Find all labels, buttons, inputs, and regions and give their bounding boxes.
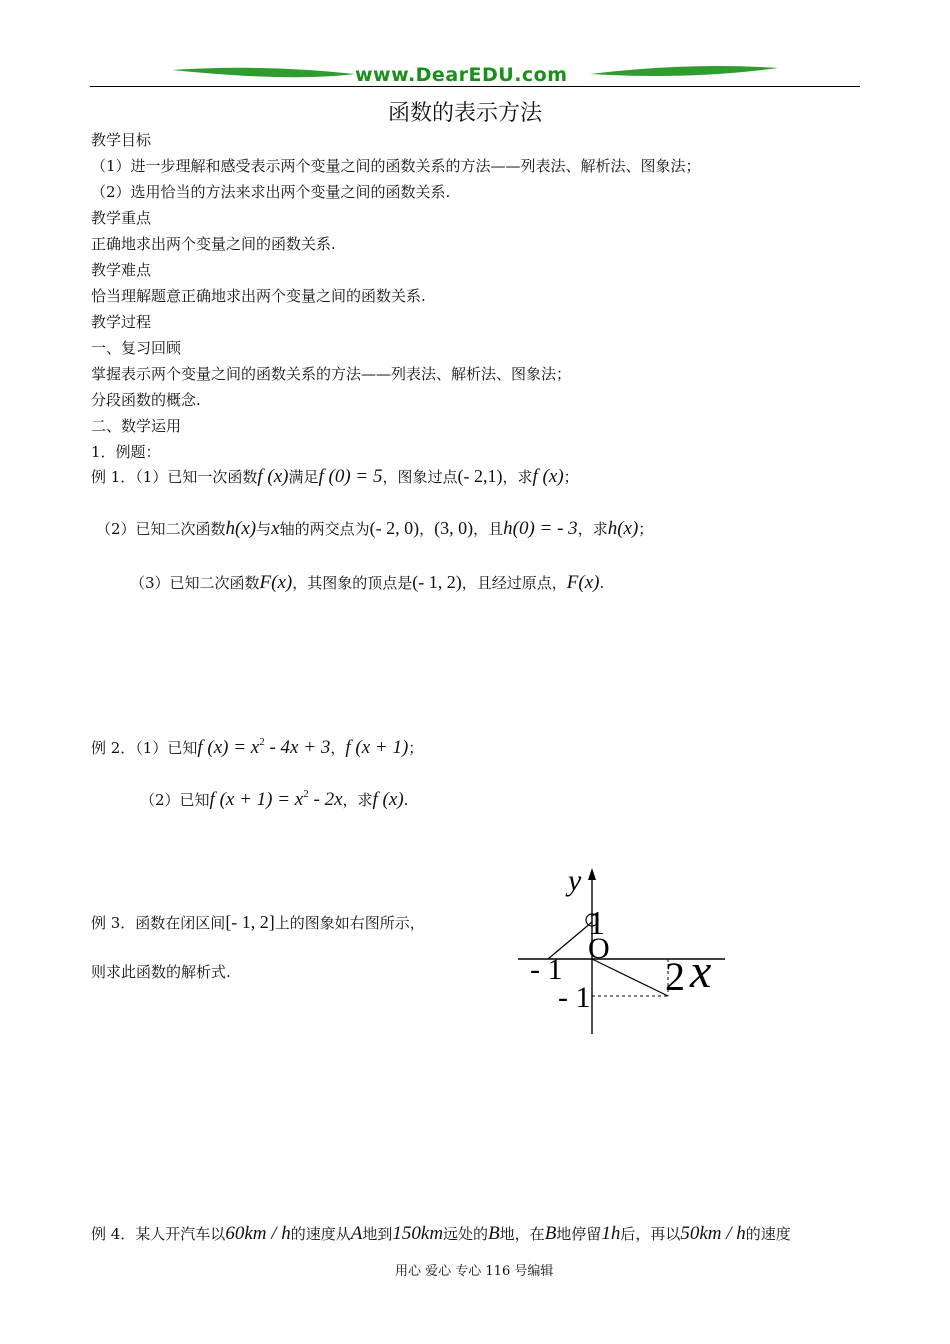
- text-segment: 的速度: [745, 1225, 791, 1243]
- text-segment: ，: [419, 520, 435, 538]
- tick-label-one: 1: [588, 905, 605, 942]
- math-expression: A: [350, 1223, 363, 1244]
- x-axis-label: x: [690, 945, 712, 998]
- text-segment: ，且经过原点，: [461, 574, 567, 592]
- origin-label: O: [588, 932, 610, 965]
- math-expression: f (x): [372, 789, 404, 810]
- math-expression: B: [488, 1223, 500, 1244]
- text-segment: 例 1．（1）已知一次函数: [91, 468, 258, 486]
- math-segment: - 4x + 3: [264, 737, 331, 758]
- text-segment: ，: [330, 739, 346, 757]
- math-expression: 1h: [601, 1223, 621, 1244]
- site-logo-text: www.DearEDU.com: [355, 64, 568, 86]
- math-expression: f (x): [532, 466, 564, 487]
- text-segment: 上的图象如右图所示，: [274, 914, 425, 932]
- text-segment: 地，在: [499, 1225, 545, 1243]
- math-expression: h(x): [607, 518, 639, 539]
- review-item-1: 掌握表示两个变量之间的函数关系的方法——列表法、解析法、图象法；: [91, 365, 572, 383]
- text-segment: .: [599, 574, 605, 592]
- math-expression: h(0) = - 3: [503, 518, 578, 539]
- text-segment: ，且: [473, 520, 504, 538]
- text-segment: 后，再以: [620, 1225, 681, 1243]
- text-segment: ，其图象的顶点是: [292, 574, 413, 592]
- exponent: 2: [259, 736, 265, 748]
- text-segment: ，求: [342, 791, 373, 809]
- header-rule: [90, 86, 860, 87]
- math-expression: F(x): [259, 572, 293, 593]
- math-segment: f (x + 1) = x: [209, 789, 304, 810]
- difficulty-text: 恰当理解题意正确地求出两个变量之间的函数关系.: [91, 287, 426, 305]
- math-expression: f (x + 1): [345, 737, 409, 758]
- y-axis-label: y: [568, 864, 582, 897]
- text-segment: ，求: [577, 520, 608, 538]
- math-expression: F(x): [566, 572, 600, 593]
- math-expression: f (x): [257, 466, 289, 487]
- tick-label-two: 2: [665, 954, 685, 999]
- example-4-line: [91, 1224, 791, 1244]
- math-expression: [- 1, 2]: [225, 912, 275, 932]
- tick-label-neg-one-y: - 1: [558, 981, 591, 1014]
- math-expression: (3, 0): [434, 518, 474, 538]
- math-expression: (- 2, 0): [369, 518, 420, 538]
- example-1-part-1: [91, 466, 579, 487]
- text-segment: .: [403, 791, 409, 809]
- tick-label-neg-one-x: - 1: [530, 953, 563, 986]
- example-1-part-3: [130, 572, 604, 593]
- key-heading: 教学重点: [91, 209, 152, 227]
- example-3-line-2: 则求此函数的解析式.: [91, 963, 231, 981]
- goal-item-1: （1）进一步理解和感受表示两个变量之间的函数关系的方法——列表法、解析法、图象法；: [91, 157, 701, 175]
- text-segment: 例 3．函数在闭区间: [91, 914, 226, 932]
- math-expression: f (0) = 5: [318, 466, 383, 487]
- example-2-part-1: [91, 732, 423, 758]
- example-1-part-2: [96, 518, 653, 539]
- math-expression: [210, 789, 343, 810]
- example-2-part-2: [140, 784, 408, 810]
- text-segment: 满足: [288, 468, 319, 486]
- math-expression: 60km / h: [225, 1223, 291, 1244]
- review-heading: 一、复习回顾: [91, 339, 182, 357]
- document-title: 函数的表示方法: [388, 101, 543, 126]
- math-expression: (- 2,1): [457, 466, 503, 486]
- math-segment: - 2x: [308, 789, 343, 810]
- text-segment: 地停留: [556, 1225, 602, 1243]
- goal-item-2: （2）选用恰当的方法来求出两个变量之间的函数关系.: [91, 183, 451, 201]
- math-expression: h(x): [225, 518, 257, 539]
- text-segment: 轴的两交点为: [279, 520, 370, 538]
- text-segment: 例 2．（1）已知: [91, 739, 198, 757]
- key-text: 正确地求出两个变量之间的函数关系.: [91, 235, 336, 253]
- math-expression: 150km: [392, 1223, 444, 1244]
- math-expression: [197, 737, 330, 758]
- text-segment: ；: [563, 468, 579, 486]
- math-expression: 50km / h: [680, 1223, 746, 1244]
- difficulty-heading: 教学难点: [91, 261, 152, 279]
- text-segment: ，求: [502, 468, 533, 486]
- math-segment: f (x) = x: [197, 737, 260, 758]
- text-segment: ；: [408, 739, 424, 757]
- math-expression: B: [544, 1223, 557, 1244]
- text-segment: 与: [256, 520, 272, 538]
- exponent: 2: [303, 788, 309, 800]
- text-segment: （2）已知二次函数: [96, 520, 226, 538]
- text-segment: 远处的: [443, 1225, 489, 1243]
- text-segment: ；: [638, 520, 654, 538]
- math-expression: (- 1, 2): [412, 572, 462, 592]
- math-expression: x: [271, 518, 280, 539]
- process-heading: 教学过程: [91, 313, 152, 331]
- text-segment: 例 4．某人开汽车以: [91, 1225, 226, 1243]
- text-segment: （2）已知: [140, 791, 210, 809]
- text-segment: ，图象过点: [382, 468, 458, 486]
- review-item-2: 分段函数的概念.: [91, 391, 201, 409]
- text-segment: 地到: [362, 1225, 393, 1243]
- example-3-line-1: [91, 912, 425, 933]
- apply-heading: 二、数学运用: [91, 417, 182, 435]
- goal-heading: 教学目标: [91, 131, 152, 149]
- page-footer: 用心 爱心 专心 116 号编辑: [395, 1264, 554, 1279]
- y-axis-arrow: [588, 868, 596, 880]
- text-segment: 的速度从: [290, 1225, 351, 1243]
- examples-heading: 1．例题：: [91, 443, 161, 461]
- text-segment: （3）已知二次函数: [130, 574, 260, 592]
- function-graph: [510, 862, 760, 1042]
